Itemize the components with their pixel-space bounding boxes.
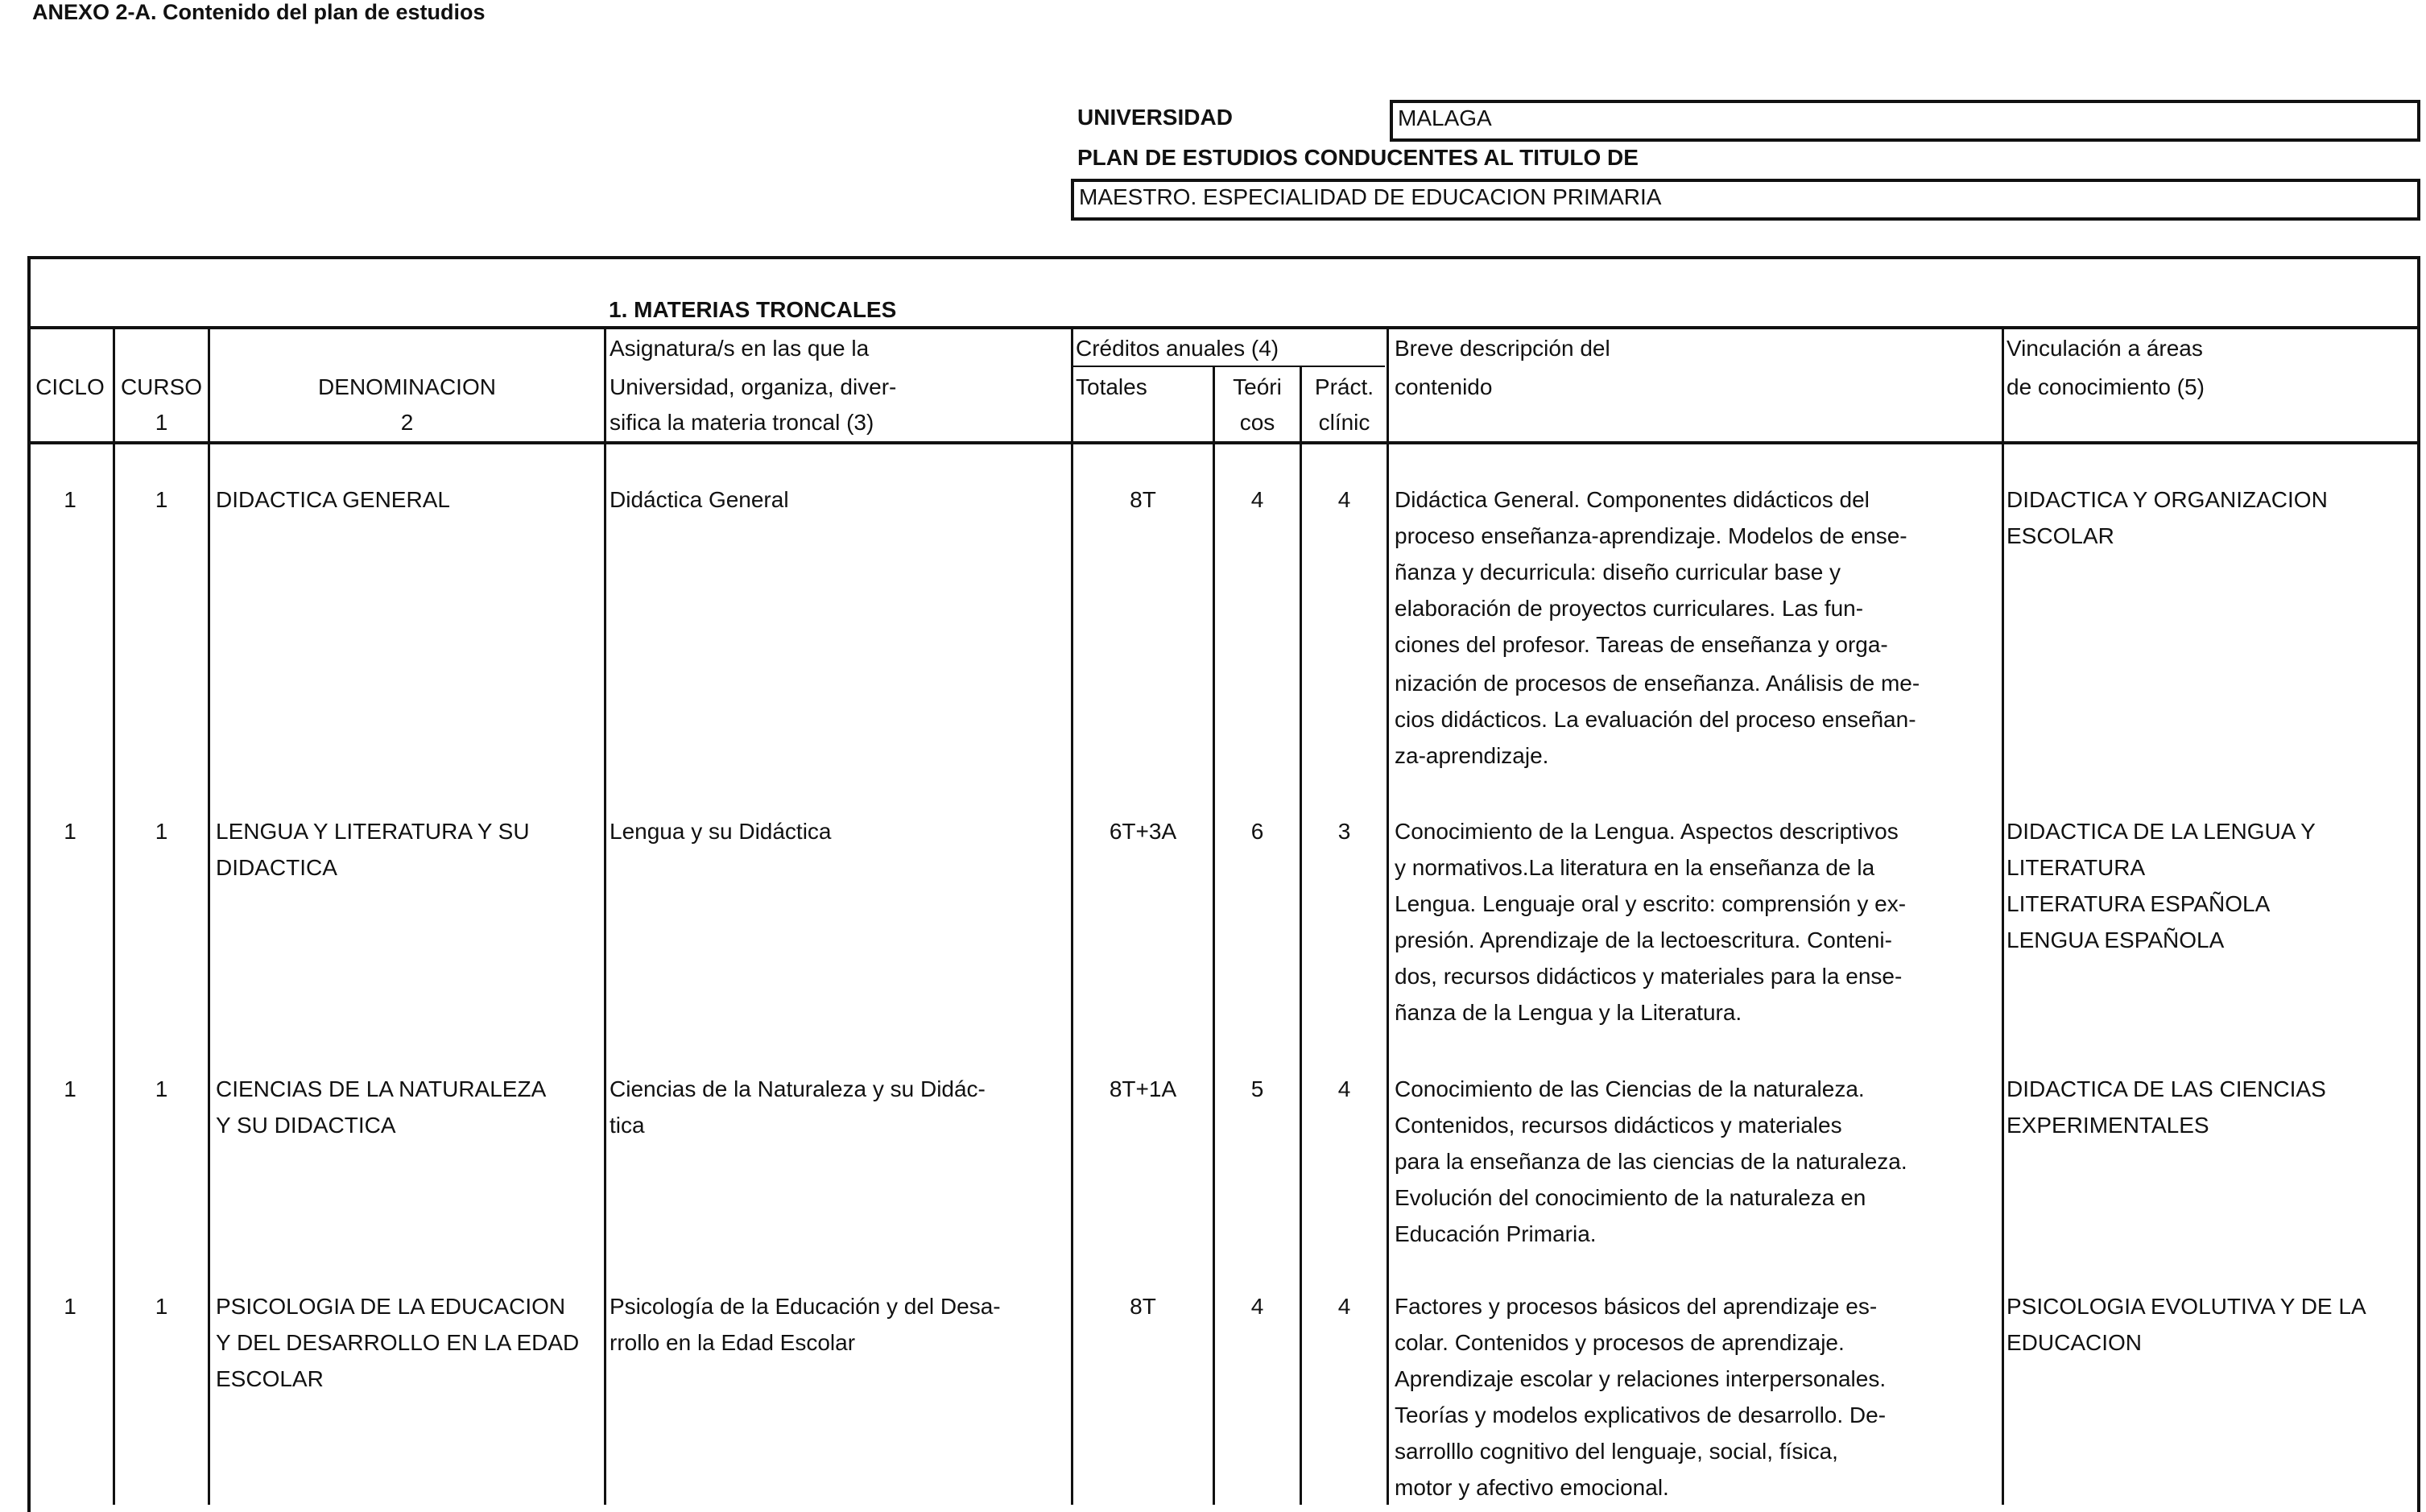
row1-area-2: ESCOLAR [2007,523,2114,548]
col-header-teori-1: Teóri [1233,374,1282,399]
row4-denominacion-1: PSICOLOGIA DE LA EDUCACION [216,1294,566,1319]
row2-asignatura: Lengua y su Didáctica [610,819,832,844]
row2-practicos: 3 [1337,819,1351,844]
row1-practicos: 4 [1337,487,1351,512]
row4-curso: 1 [155,1294,168,1319]
col-header-breve-2: contenido [1395,374,1493,399]
row2-desc-1: Conocimiento de la Lengua. Aspectos descriptivos [1395,819,1899,844]
row3-asignatura-1: Ciencias de la Naturaleza y su Didác- [610,1076,986,1101]
row2-desc-2: y normativos.La literatura en la enseñanza de la [1395,855,1875,880]
row1-teoricos: 4 [1250,487,1264,512]
row3-practicos: 4 [1337,1076,1351,1101]
col-header-ciclo: CICLO [35,374,105,399]
titulo-value-box [1071,179,2420,221]
row1-desc-2: proceso enseñanza-aprendizaje. Modelos de ense- [1395,523,1907,548]
section-title: 1. MATERIAS TRONCALES [609,297,897,322]
col-header-asignatura-2: Universidad, organiza, diver- [610,374,897,399]
row1-denominacion: DIDACTICA GENERAL [216,487,450,512]
row4-totales: 8T [1130,1294,1156,1319]
row1-area-1: DIDACTICA Y ORGANIZACION [2007,487,2328,512]
row2-desc-3: Lengua. Lenguaje oral y escrito: comprensión y ex- [1395,891,1907,916]
row2-desc-6: ñanza de la Lengua y la Literatura. [1395,1000,1742,1025]
row3-desc-4: Evolución del conocimiento de la naturaleza en [1395,1185,1866,1210]
row2-denominacion-1: LENGUA Y LITERATURA Y SU [216,819,530,844]
row1-desc-1: Didáctica General. Componentes didácticos del [1395,487,1870,512]
col-header-asignatura-3: sifica la materia troncal (3) [610,410,874,435]
row2-desc-4: presión. Aprendizaje de la lectoescritura. Conteni- [1395,927,1892,952]
row2-denominacion-2: DIDACTICA [216,855,337,880]
row3-desc-5: Educación Primaria. [1395,1221,1597,1246]
row2-teoricos: 6 [1250,819,1264,844]
col-header-teori-2: cos [1239,410,1275,435]
row4-teoricos: 4 [1250,1294,1264,1319]
row1-desc-3: ñanza y decurricula: diseño curricular base y [1395,560,1841,585]
universidad-label: UNIVERSIDAD [1077,105,1233,130]
row2-area-4: LENGUA ESPAÑOLA [2007,927,2225,952]
col-header-vinc-2: de conocimiento (5) [2007,374,2205,399]
universidad-value: MALAGA [1398,105,1492,130]
col-line-6 [1300,366,1302,1505]
plan-label: PLAN DE ESTUDIOS CONDUCENTES AL TITULO DE [1077,145,1639,170]
row4-desc-6: motor y afectivo emocional. [1395,1475,1669,1500]
row1-asignatura: Didáctica General [610,487,789,512]
col-line-5 [1213,366,1215,1505]
col-header-denominacion: DENOMINACION [318,374,496,399]
row4-asignatura-1: Psicología de la Educación y del Desa- [610,1294,1001,1319]
col-header-curso-num: 1 [155,410,168,435]
col-line-8 [2002,326,2004,1505]
row4-asignatura-2: rrollo en la Edad Escolar [610,1330,856,1355]
row3-desc-1: Conocimiento de las Ciencias de la naturaleza. [1395,1076,1865,1101]
titulo-value: MAESTRO. ESPECIALIDAD DE EDUCACION PRIMARIA [1079,184,1662,209]
header-top-rule [27,326,2420,329]
row2-area-1: DIDACTICA DE LA LENGUA Y [2007,819,2316,844]
col-header-asignatura-1: Asignatura/s en las que la [610,336,870,361]
row1-desc-8: za-aprendizaje. [1395,743,1549,768]
col-line-3 [604,326,606,1505]
row3-ciclo: 1 [64,1076,76,1101]
row1-ciclo: 1 [64,487,76,512]
row3-teoricos: 5 [1250,1076,1264,1101]
col-header-vinc-1: Vinculación a áreas [2007,336,2203,361]
row4-denominacion-3: ESCOLAR [216,1366,324,1391]
col-header-breve-1: Breve descripción del [1395,336,1610,361]
row4-area-1: PSICOLOGIA EVOLUTIVA Y DE LA [2007,1294,2366,1319]
row4-desc-5: sarrolllo cognitivo del lenguaje, social, física, [1395,1439,1838,1464]
row3-desc-2: Contenidos, recursos didácticos y materiales [1395,1113,1842,1138]
row3-curso: 1 [155,1076,168,1101]
row2-area-3: LITERATURA ESPAÑOLA [2007,891,2271,916]
row2-ciclo: 1 [64,819,76,844]
row1-curso: 1 [155,487,168,512]
row4-desc-4: Teorías y modelos explicativos de desarrollo. De- [1395,1403,1887,1427]
row3-area-1: DIDACTICA DE LAS CIENCIAS [2007,1076,2326,1101]
col-header-totales: Totales [1076,374,1147,399]
universidad-value-box [1390,100,2420,142]
col-header-pract-2: clínic [1318,410,1370,435]
row2-desc-5: dos, recursos didácticos y materiales para la ense- [1395,964,1903,989]
col-line-7 [1387,326,1389,1505]
row3-asignatura-2: tica [610,1113,645,1138]
annex-title: ANEXO 2-A. Contenido del plan de estudios [32,0,486,24]
row4-area-2: EDUCACION [2007,1330,2143,1355]
row2-curso: 1 [155,819,168,844]
col-header-pract-1: Práct. [1314,374,1374,399]
row1-desc-7: cios didácticos. La evaluación del proceso enseñan- [1395,707,1916,732]
row1-desc-4: elaboración de proyectos curriculares. Las fun- [1395,596,1864,621]
row4-desc-3: Aprendizaje escolar y relaciones interpersonales. [1395,1366,1887,1391]
row3-desc-3: para la enseñanza de las ciencias de la naturaleza. [1395,1149,1907,1174]
header-bottom-rule [27,441,2420,444]
row2-area-2: LITERATURA [2007,855,2146,880]
row3-denominacion-1: CIENCIAS DE LA NATURALEZA [216,1076,547,1101]
row4-practicos: 4 [1337,1294,1351,1319]
row4-desc-2: colar. Contenidos y procesos de aprendizaje. [1395,1330,1845,1355]
row4-desc-1: Factores y procesos básicos del aprendizaje es- [1395,1294,1878,1319]
row2-totales: 6T+3A [1109,819,1177,844]
row3-totales: 8T+1A [1109,1076,1177,1101]
row3-area-2: EXPERIMENTALES [2007,1113,2209,1138]
row3-denominacion-2: Y SU DIDACTICA [216,1113,396,1138]
row4-ciclo: 1 [64,1294,76,1319]
col-header-creditos: Créditos anuales (4) [1076,336,1279,361]
row1-totales: 8T [1130,487,1156,512]
col-header-denominacion-num: 2 [400,410,414,435]
row1-desc-5: ciones del profesor. Tareas de enseñanza y orga- [1395,632,1888,657]
row4-denominacion-2: Y DEL DESARROLLO EN LA EDAD [216,1330,580,1355]
col-header-curso: CURSO [120,374,203,399]
row1-desc-6: nización de procesos de enseñanza. Análisis de me- [1395,671,1920,696]
col-line-2 [208,326,210,1505]
